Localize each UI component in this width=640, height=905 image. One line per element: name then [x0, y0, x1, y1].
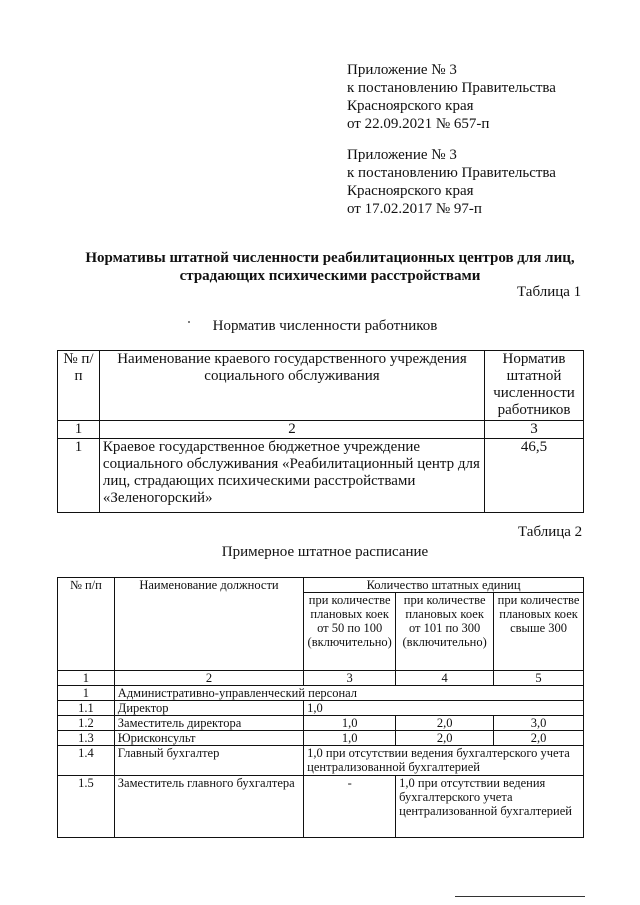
table1-header-row — [58, 351, 584, 421]
table2-header-sub2: при количестве плановых коек от 101 по 300 (включительно) — [396, 593, 494, 671]
table2-caption: Примерное штатное расписание — [221, 544, 429, 560]
table2-colnum-row — [58, 671, 584, 686]
table2-label: Таблица 2 — [518, 524, 583, 540]
table1-colnum: 2 — [99, 421, 484, 439]
table2-row-name: Юрисконсульт — [114, 731, 303, 746]
table1-header-name: Наименование краевого государственного учреждения социального обслуживания — [99, 351, 484, 421]
appendix-original-line: от 17.02.2017 № 97-п — [347, 201, 482, 217]
table2-row-num: 1.5 — [58, 776, 115, 838]
table1-caption: Норматив численности работников — [212, 318, 438, 334]
appendix-current-line: от 22.09.2021 № 657-п — [347, 116, 490, 132]
table2-section-num: 1 — [58, 686, 115, 701]
appendix-original-line: к постановлению Правительства — [347, 165, 556, 181]
footer-rule — [455, 896, 585, 897]
table2-row-num: 1.1 — [58, 701, 115, 716]
table2-row — [58, 746, 584, 776]
table2-row-merged-value: 1,0 при отсутствии ведения бухгалтерского учета централизованной бухгалтерией — [396, 776, 584, 838]
appendix-current-line: к постановлению Правительства — [347, 80, 556, 96]
appendix-original-block — [347, 146, 556, 218]
document-title — [60, 249, 600, 285]
table1-header-num: № п/п — [58, 351, 100, 421]
table1-row-name: Краевое государственное бюджетное учреждение социального обслуживания «Реабилитационный центр для лиц, страдающих психическими расстройствами «Зеленогорский» — [99, 439, 484, 513]
table2-header-row — [58, 578, 584, 593]
table2-colnum: 2 — [114, 671, 303, 686]
document-title-line: Нормативы штатной численности реабилитационных центров для лиц, — [85, 250, 575, 266]
table2-colnum: 5 — [494, 671, 584, 686]
table2-section-name: Административно-управленческий персонал — [114, 686, 583, 701]
table2-colnum: 3 — [304, 671, 396, 686]
table2-row-name: Директор — [114, 701, 303, 716]
table2-row-num: 1.4 — [58, 746, 115, 776]
table2-row-merged-value: 1,0 при отсутствии ведения бухгалтерского учета централизованной бухгалтерией — [304, 746, 584, 776]
table2-row — [58, 776, 584, 838]
table2-row-name: Главный бухгалтер — [114, 746, 303, 776]
table1-colnum-row — [58, 421, 584, 439]
table2-colnum: 1 — [58, 671, 115, 686]
table2-header-name: Наименование должности — [114, 578, 303, 671]
table2-row-value: 3,0 — [494, 716, 584, 731]
table2-colnum: 4 — [396, 671, 494, 686]
appendix-current-line: Красноярского края — [347, 98, 474, 114]
table1 — [57, 350, 584, 513]
table2-row — [58, 731, 584, 746]
table2-row-name: Заместитель директора — [114, 716, 303, 731]
table2-row-value: - — [304, 776, 396, 838]
appendix-original-line: Красноярского края — [347, 183, 474, 199]
table1-colnum: 3 — [485, 421, 584, 439]
table1-row-num: 1 — [58, 439, 100, 513]
document-title-line: страдающих психическими расстройствами — [179, 268, 481, 284]
appendix-original-line: Приложение № 3 — [347, 147, 457, 163]
table1-row-norm: 46,5 — [485, 439, 584, 513]
table1-label: Таблица 1 — [517, 284, 582, 300]
table2-row-num: 1.3 — [58, 731, 115, 746]
appendix-current-line: Приложение № 3 — [347, 62, 457, 78]
table2-header-qty: Количество штатных единиц — [304, 578, 584, 593]
table2-row-value: 1,0 — [304, 731, 396, 746]
appendix-current-block — [347, 61, 556, 133]
table2-row-value: 2,0 — [494, 731, 584, 746]
table2-row — [58, 701, 584, 716]
table2-row — [58, 716, 584, 731]
table2-header-num: № п/п — [58, 578, 115, 671]
table2-header-sub3: при количестве плановых коек свыше 300 — [494, 593, 584, 671]
table2-section-row — [58, 686, 584, 701]
table2-row-value: 2,0 — [396, 731, 494, 746]
table2-row-num: 1.2 — [58, 716, 115, 731]
table2-row-value: 1,0 — [304, 716, 396, 731]
table2-row-name: Заместитель главного бухгалтера — [114, 776, 303, 838]
table1-colnum: 1 — [58, 421, 100, 439]
table2-row-value: 2,0 — [396, 716, 494, 731]
table2-header-sub1: при количестве плановых коек от 50 по 100 (включительно) — [304, 593, 396, 671]
table1-header-norm: Норматив штатной численности работников — [485, 351, 584, 421]
table1-row — [58, 439, 584, 513]
table2-row-merged-value: 1,0 — [304, 701, 584, 716]
table2 — [57, 577, 584, 838]
